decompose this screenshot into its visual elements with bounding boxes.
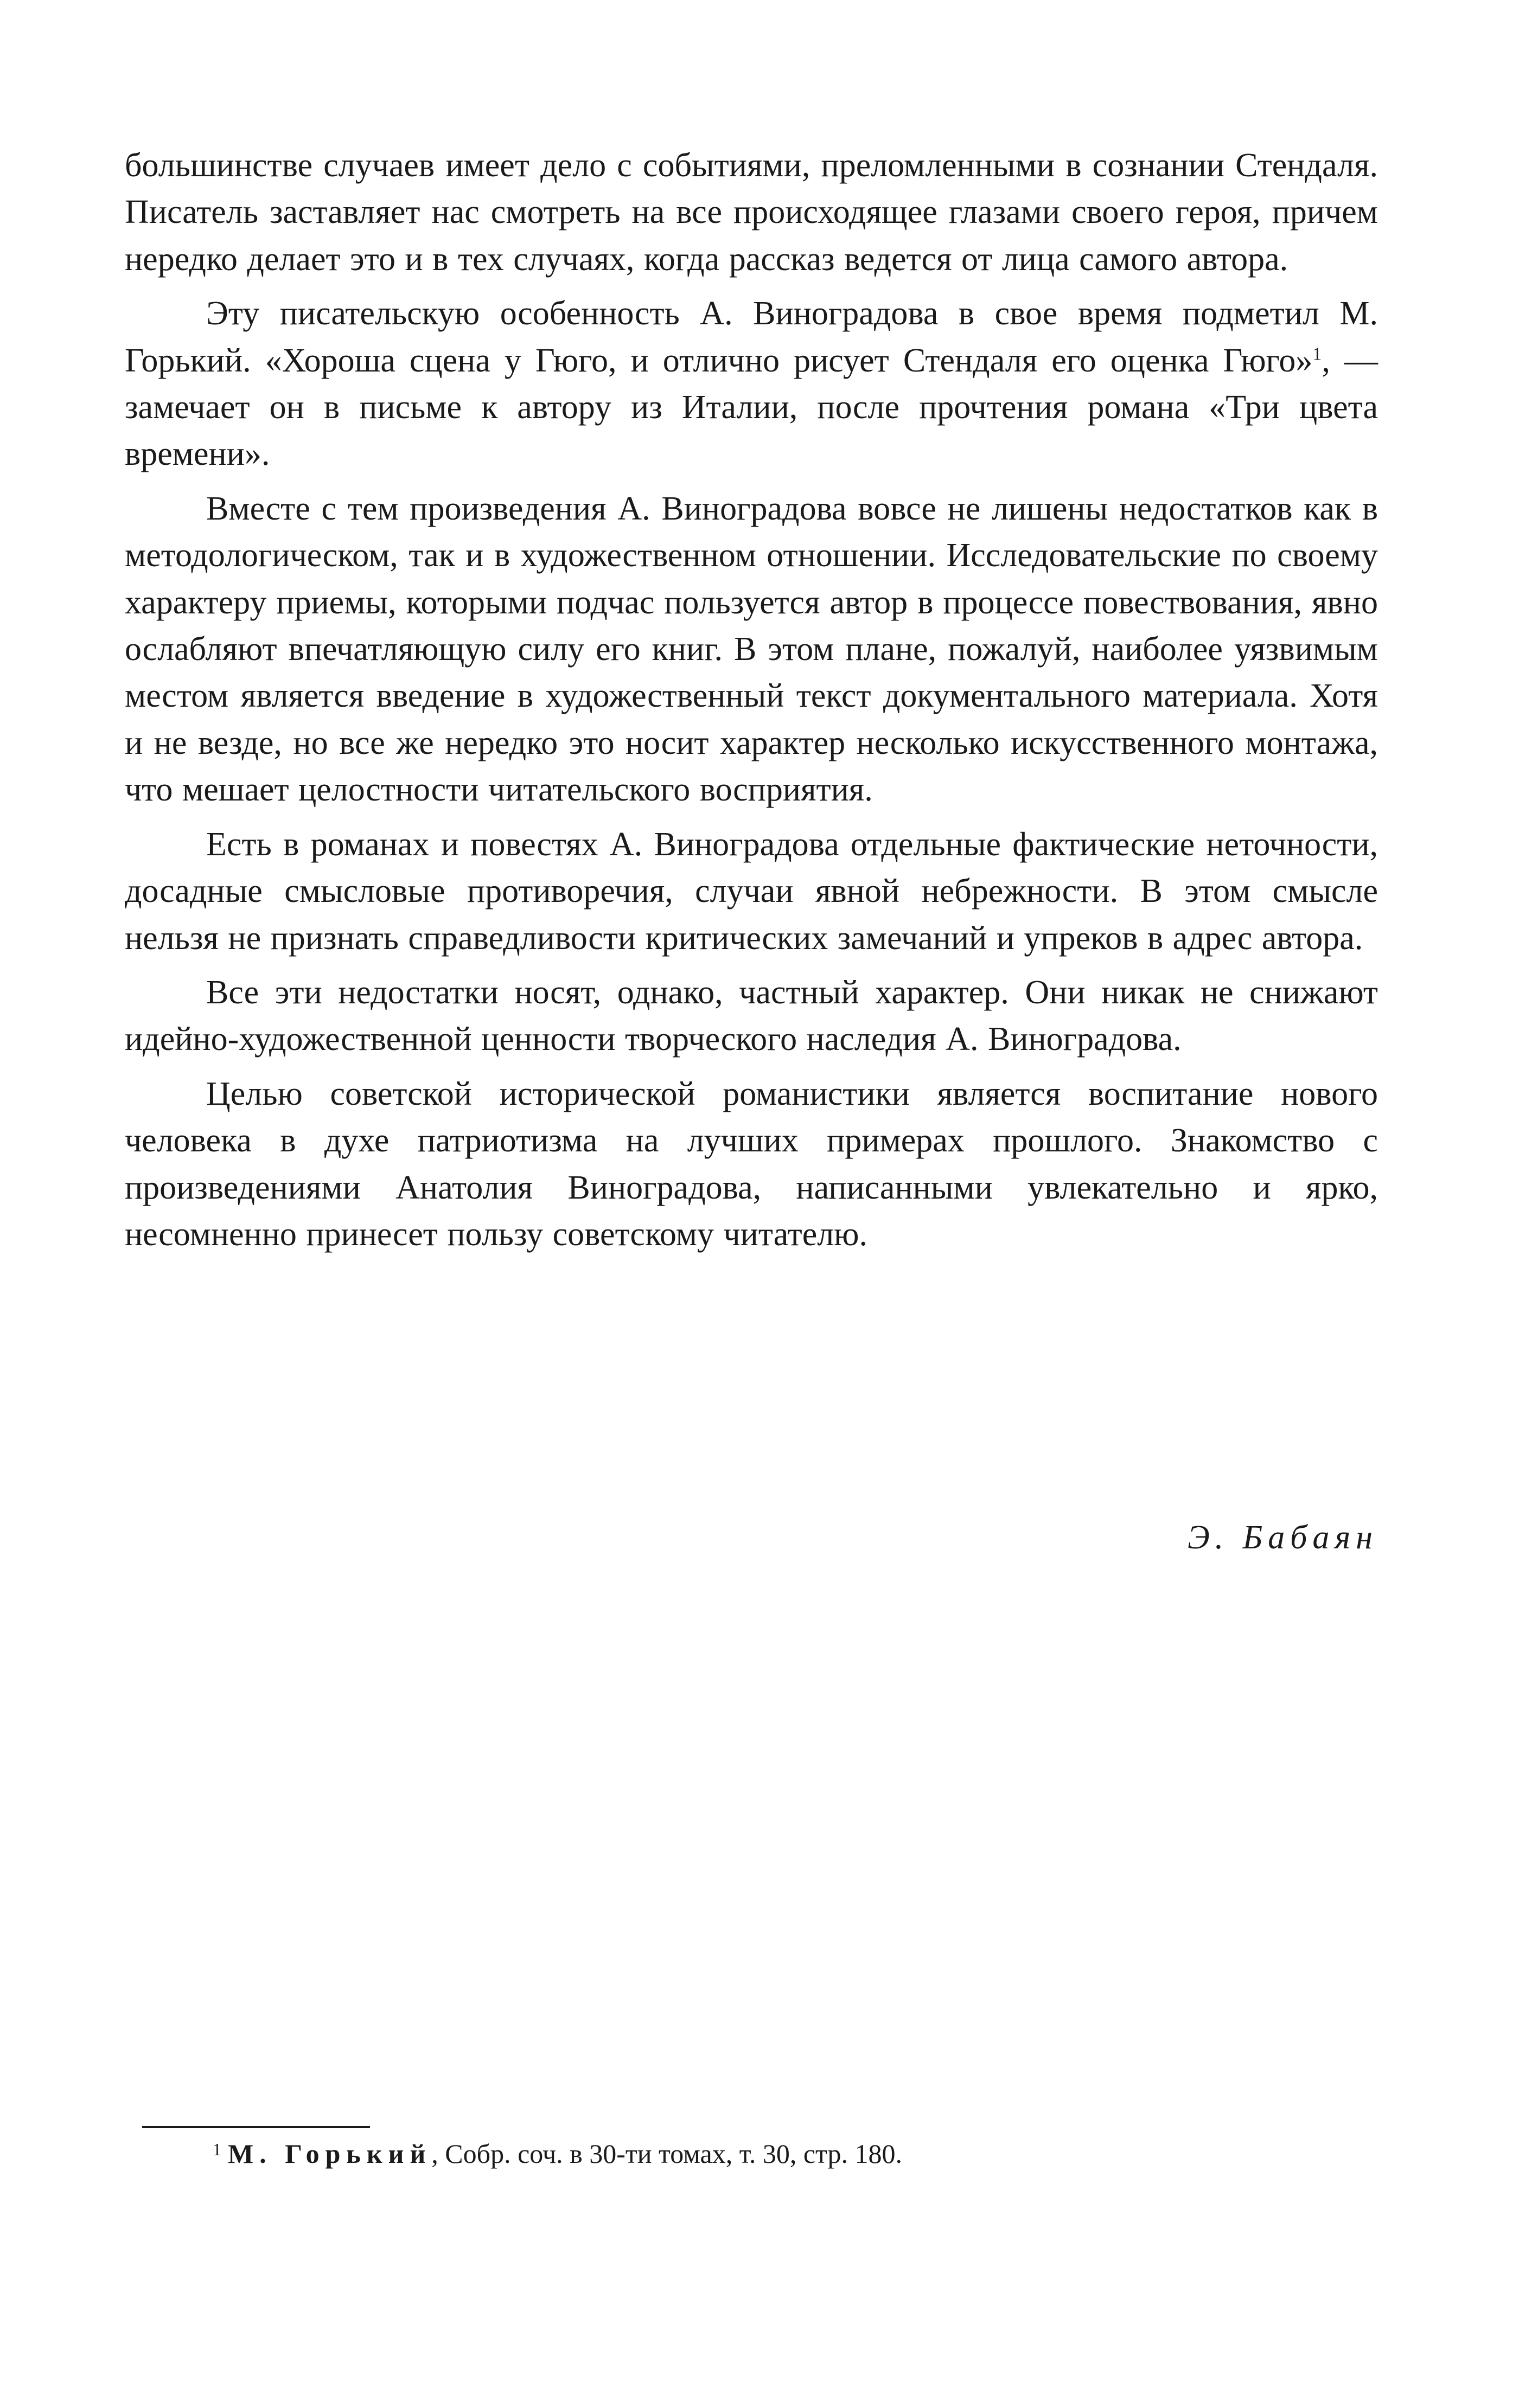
footnote-mark: 1 [213, 2140, 221, 2159]
paragraph-2-text-before-note: Эту писательскую особенность А. Виноградова в свое время подметил М. Горький. «Хороша сцена у Гюго, и отлично рисует Стендаля его оценка Гюго» [125, 295, 1378, 379]
paragraph-3: Вместе с тем произведения А. Виноградова вовсе не лишены недостатков как в методологическом, так и в художественном отношении. Исследовательские по своему характеру приемы, которыми подчас пользуется автор в процессе повествования, явно ослабляют впечатляющую силу его книг. В этом плане, пожалуй, наиболее уязвимым местом является введение в художественный текст документального материала. Хотя и не везде, но все же нередко это носит характер несколько искусственного монтажа, что мешает целостности читательского восприятия. [125, 490, 1378, 809]
footnote-citation: , Собр. соч. в 30-ти томах, т. 30, стр. 180. [431, 2138, 902, 2169]
page-body [125, 142, 1378, 1556]
footnote-reference: 1 [1312, 343, 1322, 364]
paragraph-5: Все эти недостатки носят, однако, частный характер. Они никак не снижают идейно-художественной ценности творческого наследия А. Виноградова. [125, 974, 1378, 1058]
paragraph-4: Есть в романах и повестях А. Виноградова отдельные фактические неточности, досадные смысловые противоречия, случаи явной небрежности. В этом смысле нельзя не признать справедливости критических замечаний и упреков в адрес автора. [125, 825, 1378, 957]
author-signature: Э. Бабаян [1188, 1519, 1378, 1556]
paragraph-2 [125, 290, 1378, 478]
footnote [213, 2135, 902, 2176]
footnote-author: М. Горький [228, 2138, 432, 2169]
paragraph-6: Целью советской исторической романистики является воспитание нового человека в духе патриотизма на лучших примерах прошлого. Знакомство с произведениями Анатолия Виноградова, написанными увлекательно и ярко, несомненно принесет пользу советскому читателю. [125, 1075, 1378, 1253]
paragraph-2-text-after-note: , — замечает он в письме к автору из Италии, после прочтения романа «Три цвета времени». [125, 342, 1378, 473]
footnote-divider [142, 2126, 370, 2128]
paragraph-1: большинстве случаев имеет дело с событиями, преломленными в сознании Стендаля. Писатель заставляет нас смотреть на все происходящее глазами своего героя, причем нередко делает это и в тех случаях, когда рассказ ведется от лица самого автора. [125, 147, 1378, 278]
